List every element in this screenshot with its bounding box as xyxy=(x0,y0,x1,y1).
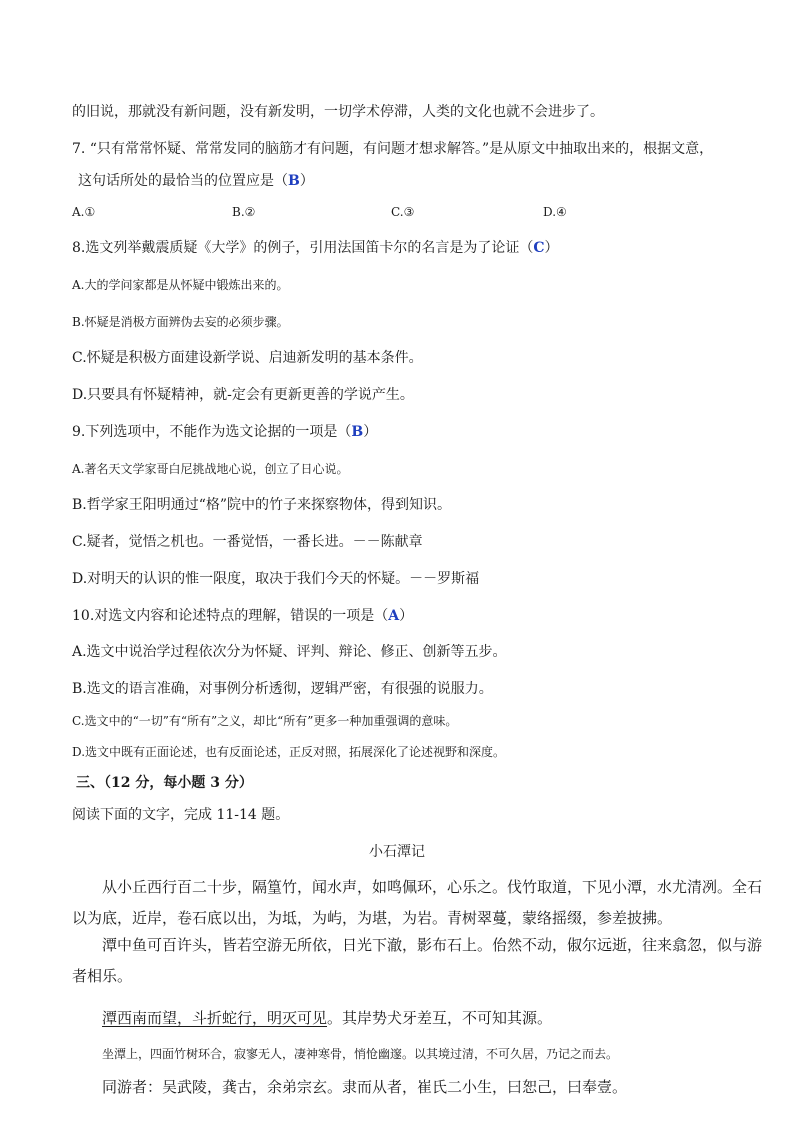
q9-option-c: C.疑者，觉悟之机也。一番觉悟，一番长进。－－陈献章 xyxy=(72,534,423,550)
passage-paragraph-5: 同游者：吴武陵，龚古，余弟宗玄。隶而从者，崔氏二小生，曰恕己，曰奉壹。 xyxy=(102,1078,628,1096)
q7-options xyxy=(72,202,672,222)
q8-option-d: D.只要具有怀疑精神，就-定会有更新更善的学说产生。 xyxy=(72,387,414,403)
section-3-instruction: 阅读下面的文字，完成 11-14 题。 xyxy=(72,807,290,823)
passage-paragraph-3: 潭西南而望，斗折蛇行，明灭可见。其岸势犬牙差互，不可知其源。 xyxy=(102,1009,553,1027)
passage-title: 小石潭记 xyxy=(369,844,425,860)
q8-answer: C xyxy=(533,240,545,256)
q7-option-a: A.① xyxy=(72,205,96,219)
underlined-sentence: 潭西南而望，斗折蛇行，明灭可见 xyxy=(102,1009,328,1027)
q8-option-a: A.大的学问家都是从怀疑中锻炼出来的。 xyxy=(72,278,289,292)
q10-option-c: C.选文中的“一切”有“所有”之义，却比“所有”更多一种加重强调的意味。 xyxy=(72,714,458,728)
q10-stem: 10.对选文内容和论述特点的理解，错误的一项是（A） xyxy=(72,608,414,624)
passage-paragraph-4: 坐潭上，四面竹树环合，寂寥无人，凄神寒骨，悄怆幽邃。以其境过清，不可久居，乃记之而去。 xyxy=(102,1047,619,1061)
q10-option-d: D.选文中既有正面论述，也有反面论述，正反对照，拓展深化了论述视野和深度。 xyxy=(72,745,506,759)
q8-option-b: B.怀疑是消极方面辨伪去妄的必须步骤。 xyxy=(72,315,289,329)
section-3-heading: 三、（12 分，每小题 3 分） xyxy=(76,775,253,791)
q7-option-b: B.② xyxy=(232,205,256,219)
q7-option-c: C.③ xyxy=(391,205,415,219)
q9-option-a: A.著名天文学家哥白尼挑战地心说，创立了日心说。 xyxy=(72,462,349,476)
q9-stem: 9.下列选项中，不能作为选文论据的一项是（B） xyxy=(72,424,378,440)
q7-stem-line2: 这句话所处的最恰当的位置应是（B） xyxy=(78,173,314,189)
q7-answer: B xyxy=(288,173,300,189)
q6-tail-line: 的旧说，那就没有新问题，没有新发明，一切学术停滞，人类的文化也就不会进步了。 xyxy=(72,104,604,120)
q9-option-b: B.哲学家王阳明通过“格”院中的竹子来探察物体，得到知识。 xyxy=(72,497,452,513)
q10-option-b: B.选文的语言准确，对事例分析透彻，逻辑严密，有很强的说服力。 xyxy=(72,681,493,697)
q10-option-a: A.选文中说治学过程依次分为怀疑、评判、辩论、修正、创新等五步。 xyxy=(72,644,507,660)
passage-paragraph-1: 从小丘西行百二十步，隔篁竹，闻水声，如鸣佩环，心乐之。伐竹取道，下见小潭，水尤清冽。全石 以为底，近岸，卷石底以出，为坻，为屿，为堪，为岩。青树翠蔓，蒙络摇缀，参差披拂。 xyxy=(72,878,763,927)
q9-answer: B xyxy=(351,424,364,440)
q8-option-c: C.怀疑是积极方面建设新学说、启迪新发明的基本条件。 xyxy=(72,350,423,366)
q7-option-d: D.④ xyxy=(543,205,567,219)
q8-stem: 8.选文列举戴震质疑《大学》的例子，引用法国笛卡尔的名言是为了论证（C） xyxy=(72,240,559,256)
q7-stem-line1: 7. “只有常常怀疑、常常发同的脑筋才有问题，有问题才想求解答。”是从原文中抽取出来的，根据文意， xyxy=(72,141,714,157)
q10-answer: A xyxy=(388,608,400,624)
q9-option-d: D.对明天的认识的惟一限度，取决于我们今天的怀疑。－－罗斯福 xyxy=(72,571,480,587)
passage-paragraph-2: 潭中鱼可百许头，皆若空游无所依，日光下澈，影布石上。佁然不动，俶尔远逝，往来翕忽，似与游 者相乐。 xyxy=(72,936,763,985)
